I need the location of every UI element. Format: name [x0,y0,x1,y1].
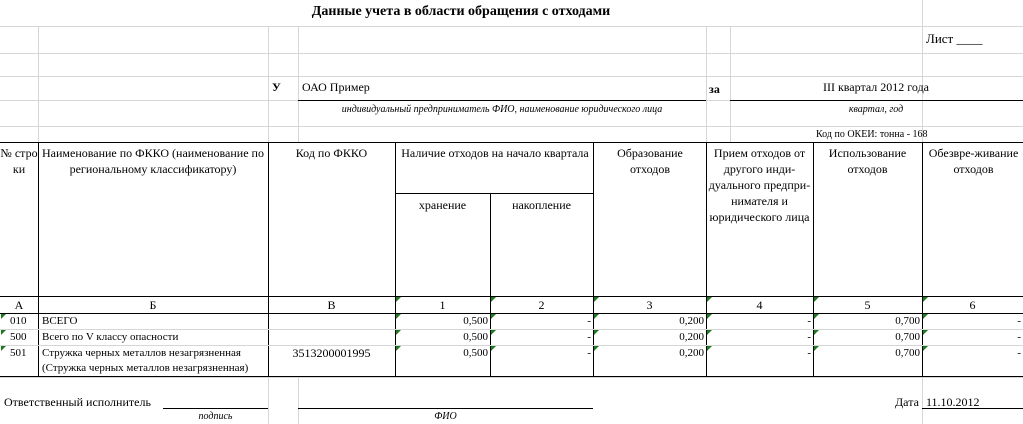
okei-code: Код по ОКЕИ: тонна - 168 [816,129,928,140]
row-formation: 0,200 [679,347,704,359]
col-header-storage: хранение [418,198,467,212]
row-storage: 0,500 [463,347,488,359]
row-name: ВСЕГО [42,315,78,327]
row-num: 501 [10,347,27,359]
org-name: ОАО Пример [302,80,370,94]
row-name-secondary: (Стружка черных металлов незагрязненная) [42,362,249,374]
row-accumulation: - [587,331,591,343]
date-value: 11.10.2012 [926,395,980,409]
col-header-start: Наличие отходов на начало квартала [401,146,589,160]
col-letter: 3 [646,298,653,312]
row-usage: 0,700 [895,315,920,327]
row-formation: 0,200 [679,315,704,327]
row-storage: 0,500 [463,315,488,327]
row-usage: 0,700 [895,331,920,343]
sheet-label: Лист ____ [926,31,983,46]
row-storage: 0,500 [463,331,488,343]
row-neutralization: - [1017,331,1021,343]
col-letter: В [327,298,336,312]
row-neutralization: - [1017,315,1021,327]
row-reception: - [807,347,811,359]
col-header-usage: Использование отходов [828,146,907,176]
signature-hint: подпись [198,411,233,422]
row-num: 010 [10,315,27,327]
col-letter: 5 [864,298,871,312]
row-reception: - [807,331,811,343]
col-letter: 6 [969,298,976,312]
date-label: Дата [895,395,919,409]
col-header-accumulation: накопление [512,198,571,212]
row-usage: 0,700 [895,347,920,359]
col-header-num: № стро ки [0,146,38,176]
page-title: Данные учета в области обращения с отходами [311,4,611,19]
col-letter: А [14,298,24,312]
col-header-formation: Образование отходов [617,146,683,176]
row-neutralization: - [1017,347,1021,359]
row-name: Всего по V классу опасности [42,331,179,343]
org-hint: индивидуальный предприниматель ФИО, наименование юридического лица [341,104,663,115]
responsible-label: Ответственный исполнитель [4,395,151,409]
row-reception: - [807,315,811,327]
row-name: Стружка черных металлов незагрязненная [42,347,241,359]
col-letter: 4 [756,298,763,312]
period-hint: квартал, год [848,104,904,115]
col-header-code: Код по ФККО [295,146,368,160]
col-letter: 1 [439,298,446,312]
col-header-name: Наименование по ФККО (наименование по региональному классификатору) [42,146,264,176]
row-accumulation: - [587,315,591,327]
col-letter: Б [149,298,157,312]
row-code: 3513200001995 [292,346,371,360]
col-letter: 2 [538,298,545,312]
period-prefix: за [709,82,720,96]
fio-hint: ФИО [434,411,457,422]
row-accumulation: - [587,347,591,359]
row-num: 500 [10,331,27,343]
org-prefix: У [272,80,281,94]
col-header-neutralization: Обезвре-живание отходов [928,146,1019,176]
period-value: III квартал 2012 года [822,80,929,94]
col-header-reception: Прием отходов от другого инди-дуального предпри-нимателя и юридического лица [708,146,811,224]
row-formation: 0,200 [679,331,704,343]
